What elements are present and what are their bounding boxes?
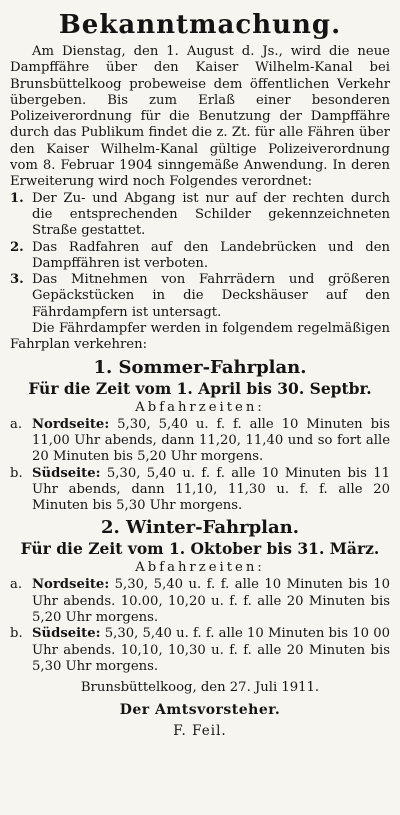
rule-number: 3. xyxy=(10,272,24,288)
entry-label: Nordseite: xyxy=(32,577,110,593)
rule-text: Das Mitnehmen von Fahrrädern und größeren Gepäckstücken in die Deckshäuser auf den Fährdampfern ist untersagt. xyxy=(32,272,390,320)
rule-text: Das Radfahren auf den Landebrücken und den Dampffähren ist verboten. xyxy=(32,239,390,271)
entry-marker: a. xyxy=(10,416,23,432)
rule-item xyxy=(10,272,390,321)
summer-north-entry xyxy=(10,417,390,466)
place-date: Brunsbüttelkoog, den 27. Juli 1911. xyxy=(80,680,320,696)
winter-north-entry xyxy=(10,577,390,626)
winter-departures-label: Abfahrzeiten: xyxy=(135,560,265,576)
entry-text: 5,30, 5,40 u. f. f. alle 10 Minuten bis 11 Uhr abends, dann 11,10, 11,30 u. f. f. alle 20 Minuten bis 5,30 Uhr morgens. xyxy=(32,465,390,514)
entry-marker: b. xyxy=(10,465,23,481)
rule-item xyxy=(10,191,390,240)
entry-marker: a. xyxy=(10,577,23,593)
schedule-intro: Die Fährdampfer werden in folgendem regelmäßigen Fahrplan verkehren: xyxy=(10,321,390,353)
winter-heading: 2. Winter-Fahrplan. xyxy=(100,517,300,539)
summer-south-entry xyxy=(10,466,390,515)
rule-number: 2. xyxy=(10,239,24,255)
rules-list xyxy=(10,191,390,321)
winter-south-entry xyxy=(10,626,390,675)
entry-text: 5,30, 5,40 u. f. f. alle 10 Minuten bis 11,00 Uhr abends, dann 11,20, 11,40 und so fort alle 20 Minuten bis 5,20 Uhr morgens. xyxy=(32,416,390,465)
entry-text: 5,30, 5,40 u. f. f. alle 10 Minuten bis 10 00 Uhr abends. 10,10, 10,30 u. f. f. alle 20 Minuten bis 5,30 Uhr morgens. xyxy=(32,626,390,674)
summer-heading: 1. Sommer-Fahrplan. xyxy=(93,356,307,378)
intro-paragraph: Am Dienstag, den 1. August d. Js., wird die neue Dampffähre über den Kaiser Wilhelm-Kanal bei Brunsbüttelkoog probeweise dem öffentlichen Verkehr übergeben. Bis zum Erlaß einer besonderen Polizeiverordnung für die Benutzung der Dampffähre durch das Publikum findet die z. Zt. für alle Fähren über den Kaiser Wilhelm-Kanal gültige Polizeiverordnung vom 8. Februar 1904 sinngemäße Anwendung. In deren Erweiterung wird noch Folgendes verordnet: xyxy=(10,44,390,190)
summer-departures-label: Abfahrzeiten: xyxy=(135,399,265,415)
rule-item xyxy=(10,240,390,273)
office-title: Der Amtsvorsteher. xyxy=(119,702,281,719)
rule-text: Der Zu- und Abgang ist nur auf der rechten durch die entsprechenden Schilder gekennzeichneten Straße gestattet. xyxy=(32,190,390,239)
entry-text: 5,30, 5,40 u. f. f. alle 10 Minuten bis 10 Uhr abends. 10.00, 10,20 u. f. f. alle 20 Minuten bis 5,20 Uhr morgens. xyxy=(32,577,390,626)
entry-marker: b. xyxy=(10,626,23,642)
rule-number: 1. xyxy=(10,190,24,206)
entry-label: Nordseite: xyxy=(32,416,110,432)
entry-label: Südseite: xyxy=(32,626,101,642)
entry-label: Südseite: xyxy=(32,465,101,481)
announcement-title: Bekanntmachung. xyxy=(58,10,342,40)
winter-period: Für die Zeit vom 1. Oktober bis 31. März. xyxy=(20,539,380,559)
signature: F. Feil. xyxy=(173,723,227,740)
summer-period: Für die Zeit vom 1. April bis 30. Septbr. xyxy=(28,378,372,398)
